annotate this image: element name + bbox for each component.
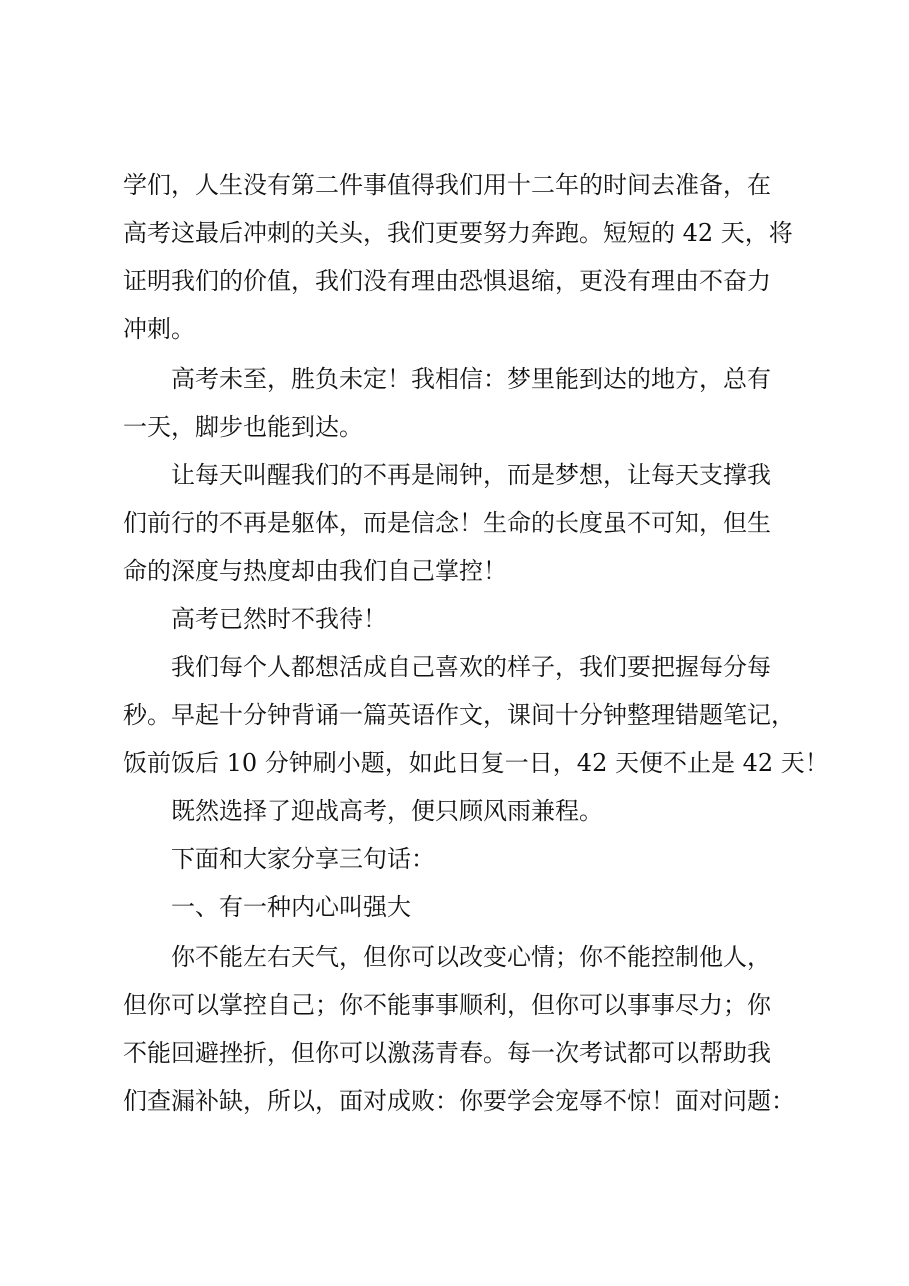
text-line: 饭前饭后 10 分钟刷小题，如此日复一日，42 天便不止是 42 天！ [123,749,829,777]
text-line: 不能回避挫折，但你可以激荡青春。每一次考试都可以帮助我 [123,1039,771,1067]
text-line: 高考已然时不我待！ [171,605,387,633]
text-line: 们前行的不再是躯体，而是信念！生命的长度虽不可知，但生 [123,509,771,537]
text-line: 我们每个人都想活成自己喜欢的样子，我们要把握每分每 [171,653,771,681]
text-line: 学们，人生没有第二件事值得我们用十二年的时间去准备，在 [123,171,771,199]
text-line: 但你可以掌控自己；你不能事事顺利，但你可以事事尽力；你 [123,991,771,1019]
text-line: 们查漏补缺，所以，面对成败：你要学会宠辱不惊！面对问题： [123,1087,795,1115]
text-line: 一天，脚步也能到达。 [123,413,363,441]
text-line: 冲刺。 [123,315,195,343]
text-line: 你不能左右天气，但你可以改变心情；你不能控制他人， [171,943,771,971]
text-line: 证明我们的价值，我们没有理由恐惧退缩，更没有理由不奋力 [123,267,771,295]
text-line: 高考这最后冲刺的关头，我们更要努力奔跑。短短的 42 天，将 [123,219,793,247]
text-line: 命的深度与热度却由我们自己掌控！ [123,557,507,585]
section-heading: 一、有一种内心叫强大 [171,893,411,921]
text-line: 让每天叫醒我们的不再是闹钟，而是梦想，让每天支撑我 [171,461,771,489]
text-line: 既然选择了迎战高考，便只顾风雨兼程。 [171,797,603,825]
text-line: 秒。早起十分钟背诵一篇英语作文，课间十分钟整理错题笔记， [123,701,795,729]
text-line: 下面和大家分享三句话： [171,845,435,873]
text-line: 高考未至，胜负未定！我相信：梦里能到达的地方，总有 [171,365,771,393]
